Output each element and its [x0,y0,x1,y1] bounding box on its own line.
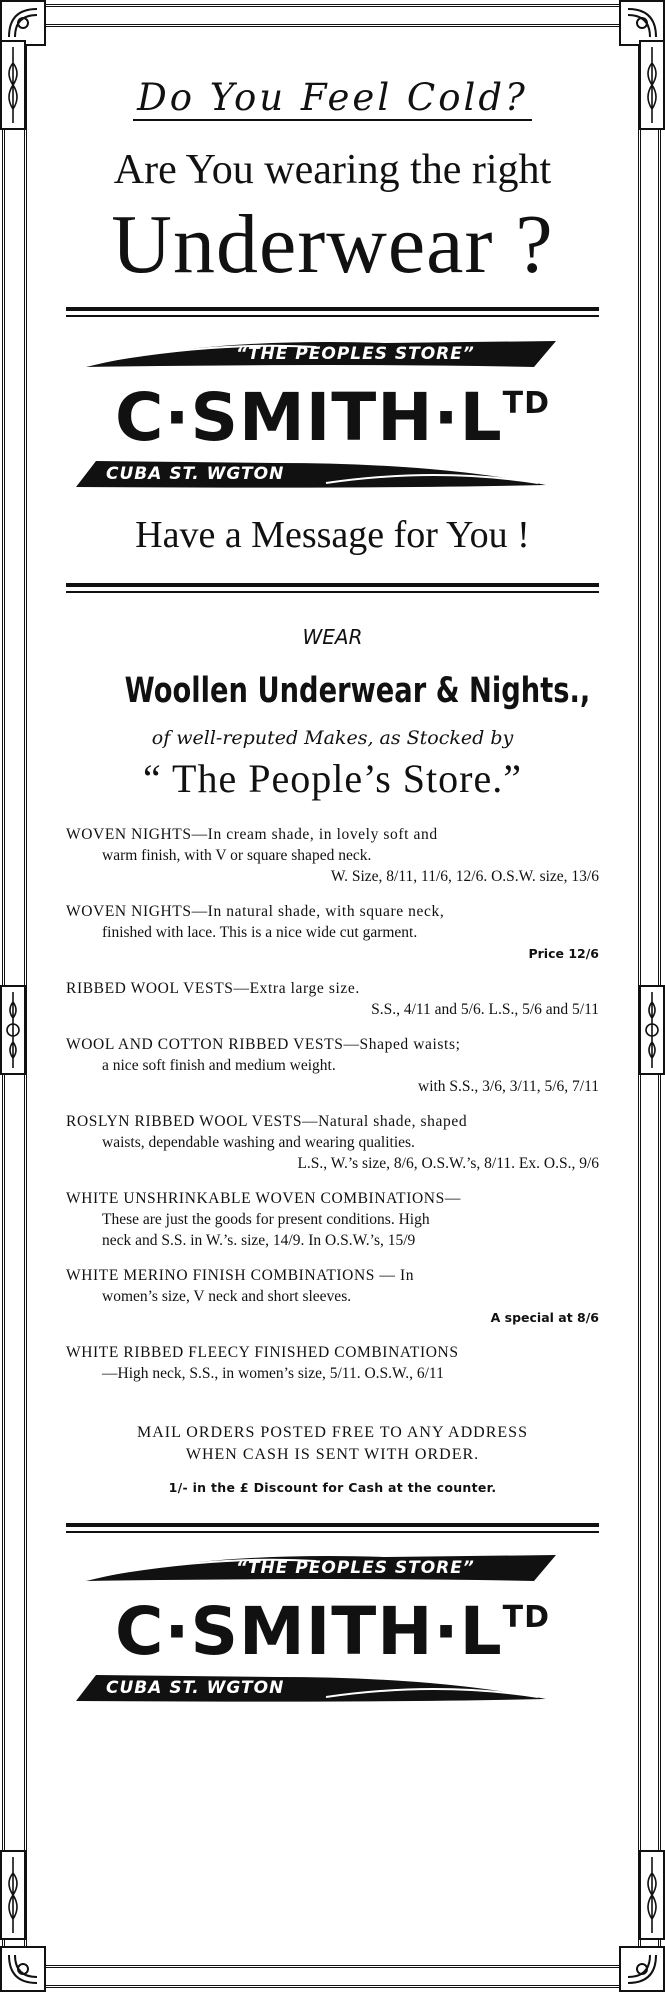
list-item [66,1342,599,1384]
brand-name-text: C·SMITH·L [114,379,503,457]
double-rule-divider [66,307,599,317]
item-line: WHITE RIBBED FLEECY FINISHED COMBINATIONS [66,1343,459,1361]
mail-orders-notice [66,1422,599,1466]
item-line: —High neck, S.S., in women’s size, 5/11. O.S.W., 6/11 [102,1364,444,1382]
side-ornament-left-top-icon [0,40,26,130]
headline-question: Are You wearing the right [113,146,552,193]
brand-name-suffix: TD [502,386,551,422]
discount-notice: 1/- in the £ Discount for Cash at the counter. [168,1479,497,1495]
item-line: a nice soft finish and medium weight. [102,1056,336,1074]
ribbon-banner-top [86,337,556,371]
side-ornament-right-bottom-icon [639,1850,665,1940]
corner-ornament-bottom-left-icon [0,1946,46,1992]
list-item [66,901,599,964]
message-line: Have a Message for You ! [135,514,530,557]
item-line: WOOL AND COTTON RIBBED VESTS—Shaped waists; [66,1035,461,1053]
item-prices: L.S., W.’s size, 8/6, O.S.W.’s, 8/11. Ex. O.S., 9/6 [297,1154,599,1172]
item-prices: W. Size, 8/11, 11/6, 12/6. O.S.W. size, 13/6 [330,867,599,885]
corner-ornament-bottom-right-icon [619,1946,665,1992]
ad-content [66,60,599,1711]
item-prices: with S.S., 3/6, 3/11, 5/6, 7/11 [418,1077,599,1095]
item-line: warm finish, with V or square shaped neck. [102,846,372,864]
side-ornament-left-bottom-icon [0,1850,26,1940]
list-item [66,1265,599,1328]
double-rule-divider [66,583,599,593]
brand-name-text: C·SMITH·L [114,1592,503,1670]
side-ornament-left-middle-icon [0,985,26,1075]
item-prices: A special at 8/6 [490,1309,599,1325]
item-line: ROSLYN RIBBED WOOL VESTS—Natural shade, shaped [66,1112,468,1130]
list-item [66,978,599,1020]
item-line: neck and S.S. in W.’s. size, 14/9. In O.S.W.’s, 15/9 [102,1231,416,1249]
store-name-line: “ The People’s Store.” [143,755,522,801]
list-item [66,1034,599,1097]
double-rule-divider [66,1523,599,1533]
mail-orders-line: WHEN CASH IS SENT WITH ORDER. [185,1445,480,1463]
item-line: WOVEN NIGHTS—In cream shade, in lovely soft and [66,825,438,843]
list-item [66,1188,599,1251]
side-ornament-right-middle-icon [639,985,665,1075]
store-logo-bottom [66,1551,599,1711]
list-item [66,1111,599,1174]
headline-cold [66,78,599,119]
ribbon-banner-bottom [76,457,546,491]
item-line: RIBBED WOOL VESTS—Extra large size. [66,979,360,997]
item-line: waists, dependable washing and wearing qualities. [102,1133,415,1151]
side-ornament-right-top-icon [639,40,665,130]
ribbon-banner-bottom [76,1671,546,1705]
ribbon-bottom-text: CUBA ST. WGTON [106,1677,285,1698]
item-list [66,824,599,1384]
item-line: women’s size, V neck and short sleeves. [102,1287,352,1305]
mail-orders-line: MAIL ORDERS POSTED FREE TO ANY ADDRESS [137,1423,528,1441]
brand-name [66,1592,599,1670]
store-logo-top [66,337,599,497]
brand-name-suffix: TD [502,1599,551,1635]
item-line: finished with lace. This is a nice wide cut garment. [102,923,418,941]
headline-cold-text: Do You Feel Cold? [133,76,532,121]
brand-name [66,379,599,457]
list-item [66,824,599,887]
headline-underwear: Underwear ? [111,197,554,291]
ribbon-bottom-text: CUBA ST. WGTON [106,464,285,485]
item-line: WHITE MERINO FINISH COMBINATIONS — In [66,1266,415,1284]
item-line: WHITE UNSHRINKABLE WOVEN COMBINATIONS— [66,1189,461,1207]
makes-line: of well-reputed Makes, as Stocked by [151,726,514,749]
item-line: These are just the goods for present conditions. High [102,1210,430,1228]
ribbon-top-text: “THE PEOPLES STORE” [236,1557,475,1578]
item-prices: S.S., 4/11 and 5/6. L.S., 5/6 and 5/11 [371,1000,599,1018]
item-line: WOVEN NIGHTS—In natural shade, with square neck, [66,902,445,920]
ribbon-banner-top [86,1551,556,1585]
product-heading: Woollen Underwear & Nights., [124,670,591,711]
wear-heading: WEAR [302,624,363,649]
ribbon-top-text: “THE PEOPLES STORE” [236,344,475,365]
item-prices: Price 12/6 [528,945,599,961]
